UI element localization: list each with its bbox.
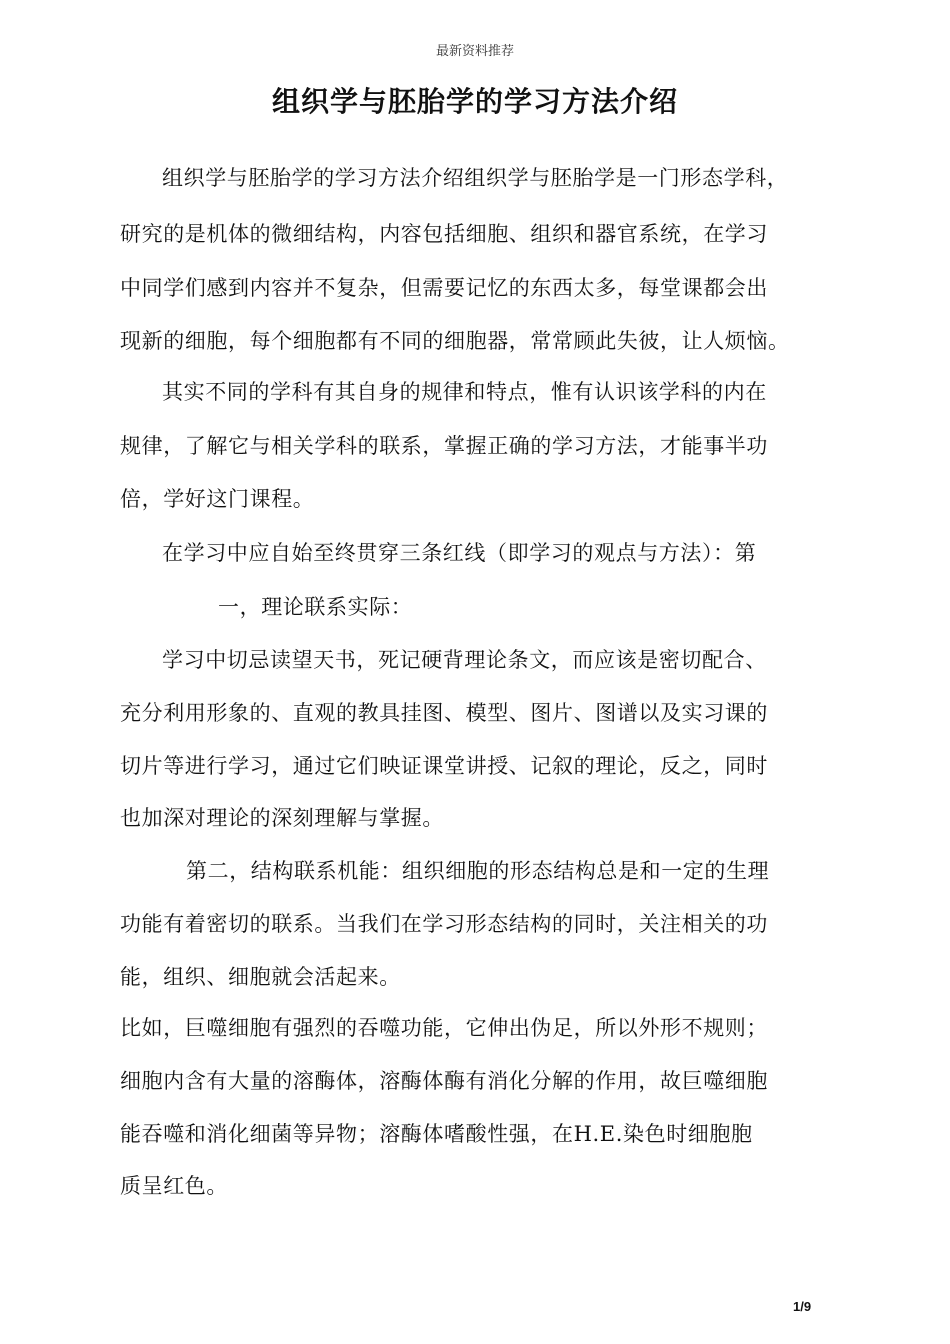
page-number: 1/9 — [793, 1299, 812, 1314]
text-line: 在学习中应自始至终贯穿三条红线（即学习的观点与方法）：第 — [162, 541, 757, 565]
text-line: 能，组织、细胞就会活起来。 — [120, 965, 401, 989]
text-line: 细胞内含有大量的溶酶体，溶酶体酶有消化分解的作用，故巨噬细胞 — [120, 1069, 768, 1093]
text-line: 组织学与胚胎学的学习方法介绍组织学与胚胎学是一门形态学科， — [162, 166, 789, 190]
text-line: 现新的细胞，每个细胞都有不同的细胞器，常常顾此失彼，让人烦恼。 — [120, 329, 790, 353]
header-note: 最新资料推荐 — [435, 44, 514, 59]
text-line: 其实不同的学科有其自身的规律和特点，惟有认识该学科的内在 — [162, 380, 767, 404]
text-line: 质呈红色。 — [120, 1174, 228, 1198]
document-title: 组织学与胚胎学的学习方法介绍 — [271, 85, 678, 118]
text-line: 中同学们感到内容并不复杂，但需要记忆的东西太多，每堂课都会出 — [120, 276, 768, 300]
text-line: 能吞噬和消化细菌等异物；溶酶体嗜酸性强，在H.E.染色时细胞胞 — [120, 1122, 753, 1146]
text-line: 切片等进行学习，通过它们映证课堂讲授、记叙的理论，反之，同时 — [120, 754, 768, 778]
text-line: 第二，结构联系机能：组织细胞的形态结构总是和一定的生理 — [186, 859, 770, 883]
text-line: 充分利用形象的、直观的教具挂图、模型、图片、图谱以及实习课的 — [120, 701, 768, 725]
text-line: 研究的是机体的微细结构，内容包括细胞、组织和器官系统，在学习 — [120, 222, 768, 246]
text-line: 学习中切忌读望天书，死记硬背理论条文，而应该是密切配合、 — [162, 648, 767, 672]
text-line: 倍，学好这门课程。 — [120, 487, 315, 511]
text-line: 一，理论联系实际： — [218, 595, 413, 619]
text-line: 也加深对理论的深刻理解与掌握。 — [120, 806, 444, 830]
text-line: 比如，巨噬细胞有强烈的吞噬功能，它伸出伪足，所以外形不规则； — [120, 1016, 768, 1040]
text-line: 功能有着密切的联系。当我们在学习形态结构的同时，关注相关的功 — [120, 912, 768, 936]
text-line: 规律，了解它与相关学科的联系，掌握正确的学习方法，才能事半功 — [120, 434, 768, 458]
